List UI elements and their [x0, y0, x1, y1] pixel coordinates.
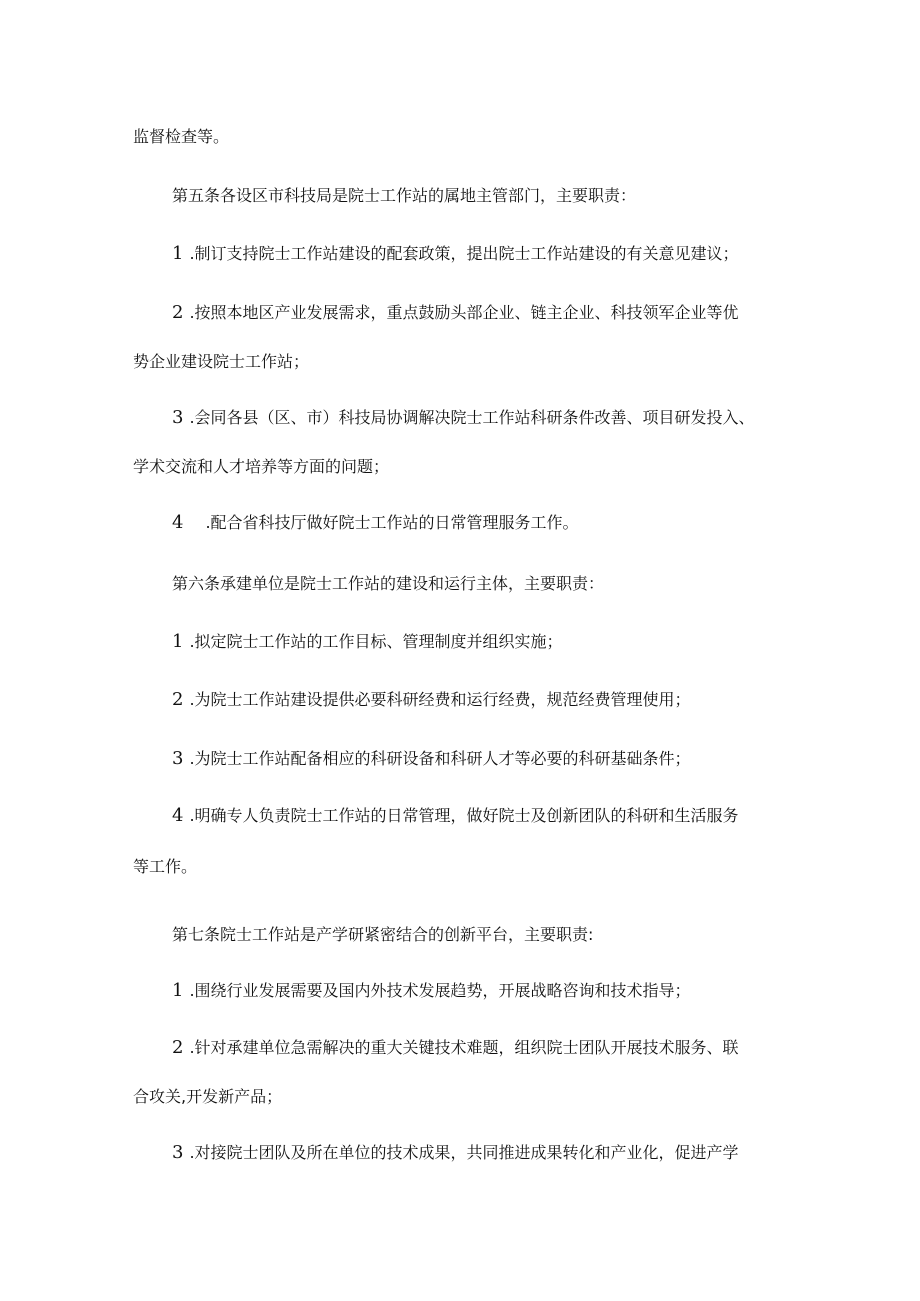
paragraph-text: .针对承建单位急需解决的重大关键技术难题，组织院士团队开展技术服务、联: [189, 1038, 739, 1057]
paragraph-text: .配合省科技厅做好院士工作站的日常管理服务工作。: [205, 513, 579, 532]
list-item: [172, 979, 691, 1003]
paragraph-text: .围绕行业发展需要及国内外技术发展趋势，开展战略咨询和技术指导；: [189, 981, 691, 1000]
list-item: [172, 688, 691, 712]
list-number: 3: [172, 748, 184, 769]
list-number: 3: [172, 1142, 184, 1163]
paragraph-text: .对接院士团队及所在单位的技术成果，共同推进成果转化和产业化，促进产学: [189, 1143, 739, 1162]
paragraph-text: 第六条承建单位是院士工作站的建设和运行主体，主要职责：: [172, 574, 605, 593]
paragraph-text: .明确专人负责院士工作站的日常管理，做好院士及创新团队的科研和生活服务: [189, 806, 739, 825]
paragraph-text: 第七条院士工作站是产学研紧密结合的创新平台，主要职责:: [172, 925, 594, 944]
paragraph-text: .会同各县（区、市）科技局协调解决院士工作站科研条件改善、项目研发投入、: [189, 408, 755, 427]
paragraph-line: [133, 350, 309, 374]
list-item: [172, 301, 739, 325]
list-number: 2: [172, 1037, 184, 1058]
list-number: 1: [172, 980, 184, 1001]
list-number: 1: [172, 631, 184, 652]
paragraph-text: .为院士工作站建设提供必要科研经费和运行经费，规范经费管理使用；: [189, 690, 691, 709]
paragraph-text: .为院士工作站配备相应的科研设备和科研人才等必要的科研基础条件；: [189, 749, 691, 768]
list-item: [172, 242, 739, 266]
paragraph-line: [133, 855, 197, 879]
article-6-heading: [172, 572, 604, 596]
paragraph-text: 学术交流和人才培养等方面的问题；: [133, 457, 390, 476]
article-7-heading: [172, 923, 593, 947]
paragraph-text: .拟定院士工作站的工作目标、管理制度并组织实施；: [189, 632, 563, 651]
list-number: 2: [172, 689, 184, 710]
paragraph-line: [133, 455, 389, 479]
list-number: 4: [172, 512, 184, 533]
list-item: [172, 511, 579, 535]
list-item: [172, 747, 691, 771]
paragraph-text: .按照本地区产业发展需求，重点鼓励头部企业、链主企业、科技领军企业等优: [189, 303, 739, 322]
paragraph-text: .制订支持院士工作站建设的配套政策，提出院士工作站建设的有关意见建议；: [189, 244, 739, 263]
list-number: 2: [172, 302, 184, 323]
list-number: 4: [172, 805, 184, 826]
list-number: 1: [172, 243, 184, 264]
list-item: [172, 1036, 739, 1060]
list-number: 3: [172, 407, 184, 428]
paragraph-text: 合攻关,开发新产品；: [133, 1087, 283, 1106]
list-item: [172, 804, 739, 828]
list-item: [172, 406, 755, 430]
article-5-heading: [172, 184, 636, 208]
paragraph-text: 势企业建设院士工作站；: [133, 352, 310, 371]
paragraph-text: 第五条各设区市科技局是院士工作站的属地主管部门，主要职责：: [172, 186, 637, 205]
paragraph-text: 监督检查等。: [133, 127, 230, 146]
list-item: [172, 1141, 739, 1165]
list-item: [172, 630, 563, 654]
paragraph-text: 等工作。: [133, 857, 198, 876]
paragraph-line: [133, 125, 229, 149]
paragraph-line: [133, 1085, 282, 1109]
